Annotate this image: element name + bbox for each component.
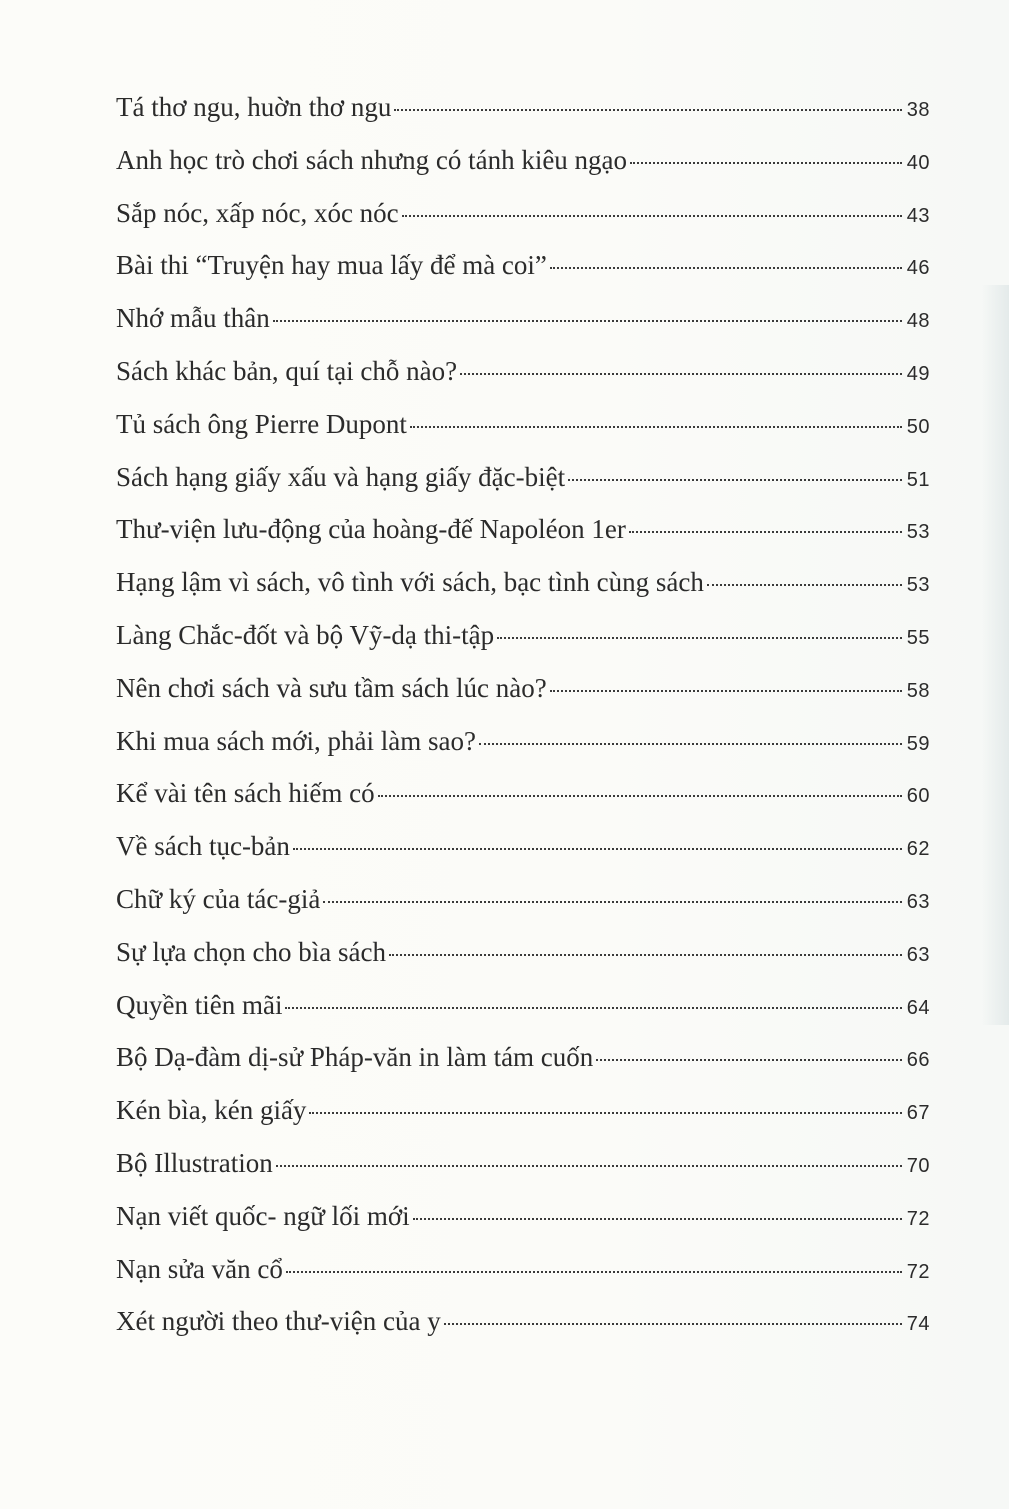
toc-entry-title: Tá thơ ngu, huờn thơ ngu [116, 92, 392, 122]
dot-leader [707, 584, 902, 586]
toc-entry-title: Tủ sách ông Pierre Dupont [116, 408, 407, 439]
toc-entry-title: Sách hạng giấy xấu và hạng giấy đặc-biệt [116, 461, 566, 492]
toc-entry-page: 43 [906, 204, 930, 227]
toc-entry-page: 59 [906, 732, 930, 755]
toc-entry-page: 60 [906, 785, 930, 808]
toc-entry [116, 937, 930, 990]
toc-entry [116, 356, 930, 409]
dot-leader [596, 1059, 901, 1061]
toc-entry-title: Bài thi “Truyện hay mua lấy để mà coi” [116, 250, 547, 281]
toc-entry-title: Nạn viết quốc- ngữ lối mới [116, 1200, 410, 1231]
toc-entry-title: Kén bìa, kén giấy [116, 1095, 307, 1126]
toc-entry-page: 63 [906, 943, 930, 966]
toc-entry [116, 884, 930, 937]
toc-entry-page: 72 [906, 1207, 930, 1230]
toc-entry-title: Kể vài tên sách hiếm có [116, 778, 375, 809]
dot-leader [389, 954, 902, 956]
dot-leader [402, 215, 902, 217]
dot-leader [273, 320, 902, 322]
toc-entry [116, 409, 930, 462]
toc-entry-page: 48 [906, 310, 930, 333]
toc-entry [116, 1306, 930, 1359]
toc-entry [116, 514, 930, 567]
toc-entry [116, 198, 930, 251]
dot-leader [479, 743, 902, 745]
toc-entry [116, 92, 930, 145]
toc-entry-title: Khi mua sách mới, phải làm sao? [116, 725, 476, 756]
dot-leader [286, 1271, 902, 1273]
toc-entry [116, 1201, 930, 1254]
toc-entry-page: 66 [906, 1049, 930, 1072]
dot-leader [444, 1323, 902, 1325]
toc-entry-title: Bộ Illustration [116, 1147, 273, 1178]
toc-entry [116, 1148, 930, 1201]
dot-leader [550, 267, 902, 269]
toc-entry [116, 1254, 930, 1307]
toc-entry-page: 38 [906, 99, 930, 121]
page-edge-shadow [981, 285, 1009, 1025]
dot-leader [285, 1007, 901, 1009]
toc-entry-page: 63 [906, 890, 930, 913]
toc-entry-page: 72 [906, 1260, 930, 1283]
toc-entry [116, 990, 930, 1043]
toc-entry-page: 46 [906, 257, 930, 280]
dot-leader [394, 109, 901, 111]
toc-entry-page: 53 [906, 521, 930, 544]
toc-entry [116, 778, 930, 831]
toc-entry-title: Nên chơi sách và sưu tầm sách lúc nào? [116, 672, 547, 703]
toc-entry-title: Anh học trò chơi sách nhưng có tánh kiêu ngạo [116, 144, 628, 175]
toc-entry-title: Hạng lậm vì sách, vô tình với sách, bạc tình cùng sách [116, 567, 704, 598]
dot-leader [629, 531, 902, 533]
toc-entry-title: Nạn sửa văn cổ [116, 1253, 283, 1284]
toc-entry [116, 145, 930, 198]
dot-leader [460, 373, 902, 375]
toc-entry [116, 462, 930, 515]
dot-leader [378, 795, 902, 797]
toc-entry-page: 50 [906, 415, 930, 438]
dot-leader [413, 1218, 902, 1220]
dot-leader [323, 901, 901, 903]
dot-leader [568, 479, 902, 481]
dot-leader [309, 1112, 901, 1114]
toc-entry-title: Nhớ mẫu thân [116, 303, 270, 334]
toc-entry-title: Bộ Dạ-đàm dị-sử Pháp-văn in làm tám cuốn [116, 1042, 594, 1073]
toc-entry [116, 620, 930, 673]
toc-entry-title: Sự lựa chọn cho bìa sách [116, 936, 386, 967]
toc-entry-page: 64 [906, 996, 930, 1019]
toc-entry-title: Xét người theo thư-viện của y [116, 1306, 441, 1337]
toc-entry-title: Sắp nóc, xấp nóc, xóc nóc [116, 197, 399, 228]
toc-entry [116, 831, 930, 884]
toc-entry-title: Sách khác bản, quí tại chỗ nào? [116, 355, 458, 386]
toc-entry-page: 67 [906, 1102, 930, 1125]
toc-entry [116, 567, 930, 620]
toc-entry-page: 74 [906, 1313, 930, 1336]
toc-entry-title: Thư-viện lưu-động của hoàng-đế Napoléon 1er [116, 514, 626, 545]
dot-leader [630, 162, 902, 164]
toc-entry-page: 40 [906, 151, 930, 174]
toc-entry [116, 1095, 930, 1148]
toc-entry [116, 303, 930, 356]
toc-entry-title: Chữ ký của tác-giả [116, 883, 321, 914]
dot-leader [410, 426, 902, 428]
toc-entry-page: 53 [906, 574, 930, 597]
toc-entry [116, 726, 930, 779]
dot-leader [550, 690, 902, 692]
toc-entry [116, 1042, 930, 1095]
toc-entry-page: 55 [906, 626, 930, 649]
dot-leader [293, 848, 902, 850]
toc-entry [116, 673, 930, 726]
toc-entry-page: 62 [906, 838, 930, 861]
toc-entry-title: Làng Chắc-đốt và bộ Vỹ-dạ thi-tập [116, 619, 495, 650]
dot-leader [276, 1165, 902, 1167]
table-of-contents [116, 92, 930, 1359]
toc-entry-title: Về sách tục-bản [116, 831, 290, 862]
dot-leader [497, 637, 902, 639]
toc-entry [116, 250, 930, 303]
toc-entry-page: 49 [906, 362, 930, 385]
toc-entry-page: 70 [906, 1154, 930, 1177]
toc-entry-page: 51 [906, 468, 930, 491]
toc-entry-page: 58 [906, 679, 930, 702]
toc-entry-title: Quyền tiên mãi [116, 989, 283, 1020]
